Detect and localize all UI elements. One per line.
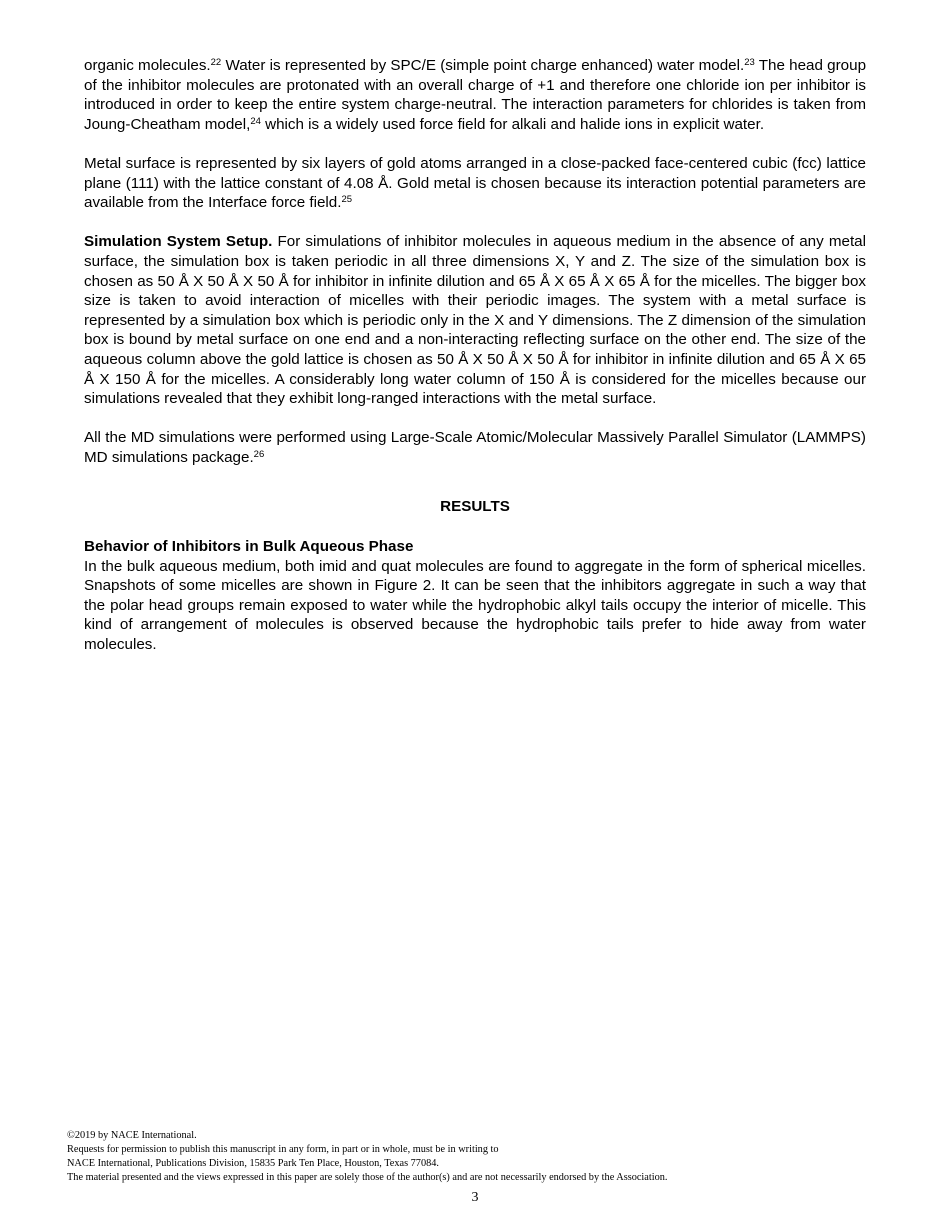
footer-copyright-line: ©2019 by NACE International.	[67, 1130, 197, 1141]
subsection-heading-bulk-phase: Behavior of Inhibitors in Bulk Aqueous Phase	[84, 538, 414, 556]
page-body	[84, 56, 866, 655]
results-heading: RESULTS	[440, 498, 510, 516]
paragraph-force-fields: organic molecules.$^{22}$ Water is represented by SPC/E (simple point charge enhanced) water model.$^{23}$ The head group of the inhibitor molecules are protonated with an overall charge of +1 and therefore one chloride ion per inhibitor is introduced in order to keep the entire system charge-neutral. The interaction parameters for chlorides is taken from Joung-Cheatham model,$^{24}$ which is a widely used force field for alkali and halide ions in explicit water.	[84, 57, 867, 133]
citation-26: 26	[253, 448, 265, 460]
citation-24: 24	[250, 115, 261, 127]
copyright-footer	[67, 1129, 887, 1185]
citation-23: 23	[744, 57, 755, 68]
paragraph-bulk-phase: In the bulk aqueous medium, both imid and quat molecules are found to aggregate in the form of spherical micelles. Snapshots of some micelles are shown in Figure 2. It can be seen that the inhibitors aggregate in such a way that the polar head groups remain exposed to water while the hydrophobic alkyl tails occupy the interior of micelle. This kind of arrangement of molecules is observed because the hydrophobic tails prefer to hide away from water molecules.	[84, 557, 866, 654]
citation-22: 22	[210, 57, 222, 68]
footer-disclaimer-line: The material presented and the views expressed in this paper are solely those of the author(s) and are not necessarily endorsed by the Association.	[67, 1172, 668, 1183]
paragraph-simulation-setup: Simulation System Setup. For simulations of inhibitor molecules in aqueous medium in the absence of any metal surface, the simulation box is taken periodic in all three dimensions X, Y and Z. The size of the simulation box is chosen as 50 Å X 50 Å X 50 Å for inhibitor in infinite dilution and 65 Å X 65 Å X 65 Å for the micelles. The bigger box size is taken to avoid interaction of micelles with their periodic images. The system with a metal surface is represented by a simulation box which is periodic only in the X and Y dimensions. The Z dimension of the simulation box is bound by metal surface on one end and a non-interacting reflecting surface on the other end. The size of the aqueous column above the gold lattice is chosen as 50 Å X 50 Å X 50 Å for inhibitor in infinite dilution and 65 Å X 65 Å X 150 Å for the micelles. A considerably long water column of 150 Å is considered for the micelles because our simulations revealed that they exhibit long-ranged interactions with the metal surface.	[84, 233, 866, 408]
footer-permission-line: Requests for permission to publish this manuscript in any form, in part or in whole, must be in writing to	[67, 1144, 499, 1155]
paragraph-metal-surface: Metal surface is represented by six layers of gold atoms arranged in a close-packed face-centered cubic (fcc) lattice plane (111) with the lattice constant of 4.08 Å. Gold metal is chosen because its interaction potential parameters are available from the Interface force field.$^{25}$	[84, 154, 866, 212]
citation-25: 25	[341, 194, 353, 206]
page-number: 3	[471, 1190, 479, 1205]
footer-address-line: NACE International, Publications Division, 15835 Park Ten Place, Houston, Texas 77084.	[67, 1158, 439, 1169]
section-heading-simulation-setup: Simulation System Setup.	[84, 233, 273, 251]
paragraph-lammps: All the MD simulations were performed using Large-Scale Atomic/Molecular Massively Parallel Simulator (LAMMPS) MD simulations package.$^{26}$	[84, 429, 866, 466]
